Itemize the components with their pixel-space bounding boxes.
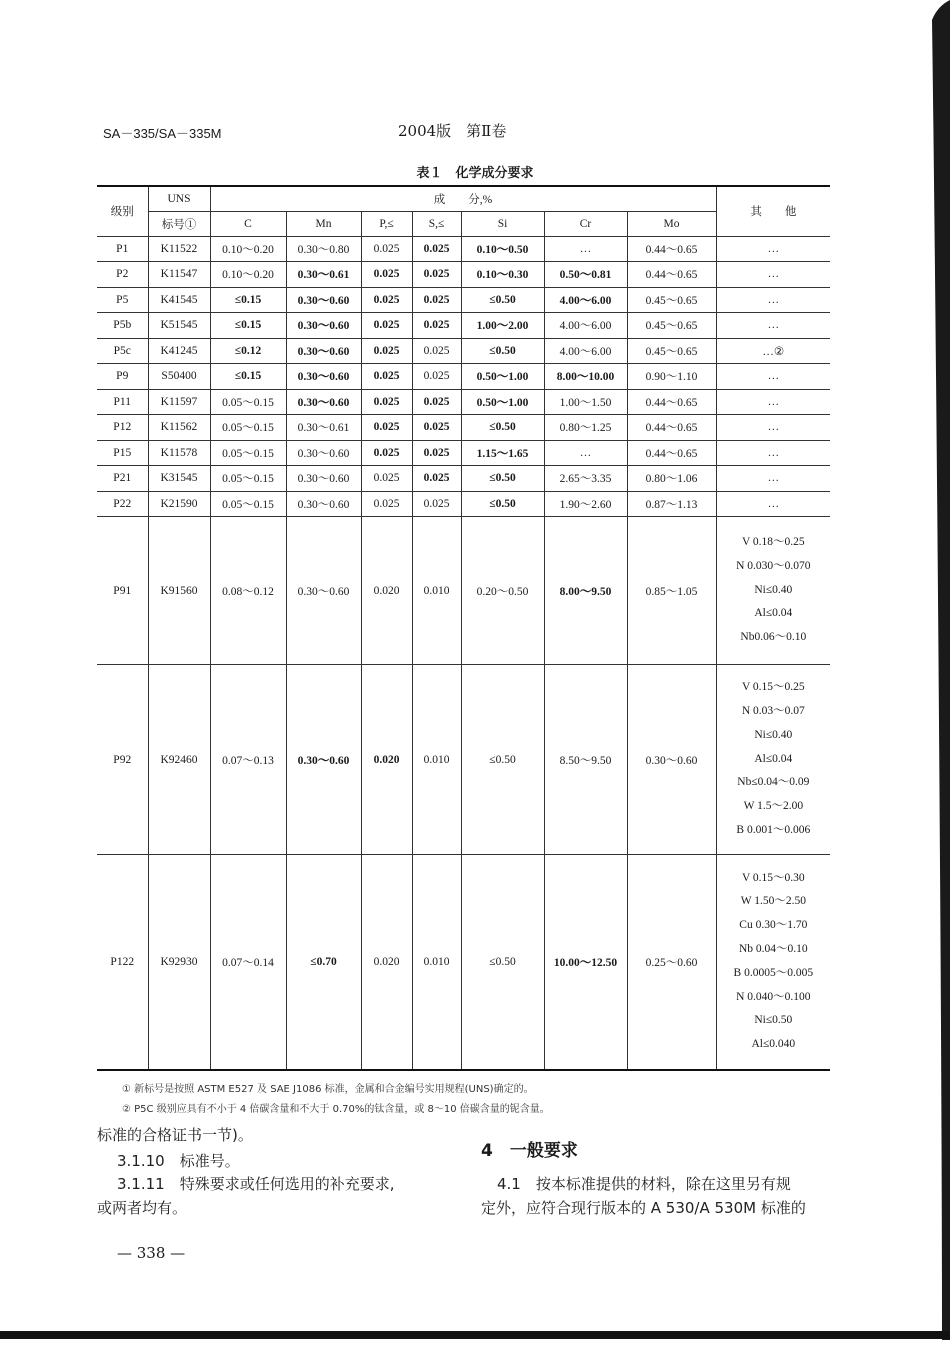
header-cr: Cr [544,211,627,236]
cell-uns: K11562 [148,415,210,441]
footnote-2: ② P5C 级别应具有不小于 4 倍碳含量和不大于 0.70%的钛含量，或 8～10 倍碳含量的铌含量。 [122,1104,550,1115]
binding-edge-shadow [930,0,950,1340]
cell-cr: 4.00～6.00 [544,338,627,364]
cell-uns: K91560 [148,517,210,665]
cell-s: 0.025 [412,287,461,313]
body-right-line-1: 4.1 按本标准提供的材料，除在这里另有规 [497,1175,791,1193]
table-row [97,313,830,339]
cell-other: … [716,236,830,262]
cell-cr: 1.90～2.60 [544,491,627,517]
cell-p: 0.025 [361,262,412,288]
cell-s: 0.025 [412,338,461,364]
other-element-line: W 1.5～2.00 [743,800,804,813]
section-heading: 4 一般要求 [481,1141,578,1161]
body-right-line-2: 定外，应符合现行版本的 A 530/A 530M 标准的 [481,1199,806,1217]
cell-other: … [716,364,830,390]
other-element-line: V 0.15～0.30 [741,871,805,884]
cell-other [716,665,830,855]
cell-uns: K11547 [148,262,210,288]
cell-grade: P12 [97,415,148,441]
cell-p: 0.020 [361,855,412,1070]
other-element-line: Ni≤0.50 [754,1014,793,1027]
cell-si: ≤0.50 [461,415,544,441]
cell-other: … [716,491,830,517]
cell-other: … [716,466,830,492]
other-element-line: Ni≤0.40 [754,728,793,741]
header-uns-line2: 标号① [148,211,210,236]
cell-cr: 8.00～10.00 [544,364,627,390]
table-title: 表１ 化学成分要求 [416,166,534,181]
cell-grade: P5c [97,338,148,364]
cell-mo: 0.80～1.06 [627,466,716,492]
cell-p: 0.025 [361,338,412,364]
other-element-line: Al≤0.04 [754,752,793,765]
cell-mo: 0.45～0.65 [627,338,716,364]
cell-mo: 0.87～1.13 [627,491,716,517]
cell-uns: S50400 [148,364,210,390]
cell-cr: 4.00～6.00 [544,313,627,339]
cell-c: 0.07～0.14 [210,855,286,1070]
cell-other: … [716,262,830,288]
bottom-scan-edge [0,1331,950,1339]
cell-mn: 0.30～0.60 [286,440,361,466]
cell-c: 0.10～0.20 [210,236,286,262]
table-row [97,491,830,517]
cell-p: 0.025 [361,364,412,390]
cell-cr: 0.80～1.25 [544,415,627,441]
cell-s: 0.025 [412,440,461,466]
header-s: S,≤ [412,211,461,236]
cell-c: 0.05～0.15 [210,389,286,415]
cell-other: …② [716,338,830,364]
cell-mo: 0.44～0.65 [627,236,716,262]
cell-mn: 0.30～0.60 [286,338,361,364]
cell-uns: K51545 [148,313,210,339]
cell-p: 0.025 [361,236,412,262]
table-row [97,517,830,665]
table-row [97,338,830,364]
cell-c: ≤0.15 [210,364,286,390]
cell-s: 0.010 [412,517,461,665]
cell-cr: 0.50～0.81 [544,262,627,288]
cell-mo: 0.45～0.65 [627,287,716,313]
cell-other: … [716,389,830,415]
cell-uns: K92460 [148,665,210,855]
header-other: 其 他 [716,186,830,236]
other-element-line: N 0.03～0.07 [741,705,805,717]
header-mn: Mn [286,211,361,236]
cell-p: 0.025 [361,389,412,415]
cell-grade: P15 [97,440,148,466]
chemical-requirements-table [97,185,830,1071]
cell-cr: … [544,440,627,466]
cell-other: … [716,415,830,441]
cell-si: ≤0.50 [461,287,544,313]
cell-other: … [716,287,830,313]
body-left-line-4: 或两者均有。 [97,1199,188,1217]
cell-s: 0.025 [412,313,461,339]
cell-mn: 0.30～0.60 [286,389,361,415]
cell-c: ≤0.12 [210,338,286,364]
cell-mn: 0.30～0.60 [286,364,361,390]
cell-grade: P11 [97,389,148,415]
cell-grade: P92 [97,665,148,855]
cell-uns: K31545 [148,466,210,492]
table-row [97,364,830,390]
table-row [97,389,830,415]
cell-si: 0.50～1.00 [461,389,544,415]
cell-grade: P9 [97,364,148,390]
cell-mo: 0.44～0.65 [627,415,716,441]
cell-uns: K11522 [148,236,210,262]
cell-cr: … [544,236,627,262]
cell-si: ≤0.50 [461,338,544,364]
cell-mn: 0.30～0.60 [286,287,361,313]
cell-cr: 2.65～3.35 [544,466,627,492]
other-element-line: B 0.0005～0.005 [733,966,814,979]
cell-si: 0.10～0.50 [461,236,544,262]
other-element-line: B 0.001～0.006 [736,823,811,836]
cell-si: 1.00～2.00 [461,313,544,339]
cell-si: 0.10～0.30 [461,262,544,288]
cell-p: 0.025 [361,491,412,517]
cell-mo: 0.45～0.65 [627,313,716,339]
cell-mn: 0.30～0.60 [286,665,361,855]
cell-c: 0.05～0.15 [210,440,286,466]
cell-p: 0.020 [361,665,412,855]
cell-mn: 0.30～0.60 [286,491,361,517]
body-left-line-1: 标准的合格证书一节)。 [97,1126,253,1144]
cell-mn: 0.30～0.80 [286,236,361,262]
cell-p: 0.025 [361,287,412,313]
cell-grade: P21 [97,466,148,492]
other-element-line: Al≤0.040 [751,1038,796,1051]
cell-mn: 0.30～0.61 [286,415,361,441]
cell-s: 0.025 [412,236,461,262]
cell-mn: 0.30～0.60 [286,517,361,665]
cell-s: 0.010 [412,665,461,855]
cell-c: 0.08～0.12 [210,517,286,665]
cell-grade: P1 [97,236,148,262]
cell-c: 0.05～0.15 [210,415,286,441]
cell-grade: P122 [97,855,148,1070]
cell-mo: 0.30～0.60 [627,665,716,855]
cell-s: 0.025 [412,262,461,288]
cell-s: 0.025 [412,491,461,517]
header-grade: 级别 [97,186,148,236]
cell-c: 0.10～0.20 [210,262,286,288]
cell-cr: 8.00～9.50 [544,517,627,665]
cell-p: 0.025 [361,415,412,441]
cell-si: ≤0.50 [461,665,544,855]
other-element-line: Ni≤0.40 [754,583,793,596]
cell-si: 0.20～0.50 [461,517,544,665]
table-row [97,440,830,466]
cell-si: ≤0.50 [461,491,544,517]
other-element-line: Nb≤0.04～0.09 [737,776,810,789]
cell-mo: 0.44～0.65 [627,262,716,288]
cell-grade: P22 [97,491,148,517]
cell-c: 0.05～0.15 [210,491,286,517]
cell-s: 0.025 [412,415,461,441]
cell-cr: 10.00～12.50 [544,855,627,1070]
cell-other [716,855,830,1070]
cell-mo: 0.44～0.65 [627,389,716,415]
cell-p: 0.025 [361,440,412,466]
other-element-line: N 0.030～0.070 [736,559,811,572]
cell-mo: 0.90～1.10 [627,364,716,390]
page-number: — 338 — [117,1244,186,1262]
header-si: Si [461,211,544,236]
cell-other: … [716,313,830,339]
footnote-1: ① 新标号是按照 ASTM E527 及 SAE J1086 标准，金属和合金编号实用规程(UNS)确定的。 [122,1084,534,1095]
other-element-line: Al≤0.04 [754,607,793,620]
header-c: C [210,211,286,236]
cell-s: 0.025 [412,466,461,492]
other-element-line: Nb0.06～0.10 [740,631,807,644]
cell-si: 1.15～1.65 [461,440,544,466]
cell-mo: 0.25～0.60 [627,855,716,1070]
table-row [97,287,830,313]
cell-cr: 8.50～9.50 [544,665,627,855]
header-mo: Mo [627,211,716,236]
cell-c: 0.07～0.13 [210,665,286,855]
table-row [97,665,830,855]
cell-si: ≤0.50 [461,466,544,492]
other-element-line: W 1.50～2.50 [740,895,806,908]
cell-uns: K11578 [148,440,210,466]
cell-si: 0.50～1.00 [461,364,544,390]
other-element-line: Nb 0.04～0.10 [738,942,808,955]
cell-s: 0.025 [412,364,461,390]
cell-s: 0.010 [412,855,461,1070]
cell-s: 0.025 [412,389,461,415]
other-element-line: V 0.15～0.25 [741,681,805,694]
body-left-line-2: 3.1.10 标准号。 [117,1152,240,1170]
table-row [97,262,830,288]
cell-mn: 0.30～0.60 [286,466,361,492]
cell-grade: P5 [97,287,148,313]
cell-grade: P2 [97,262,148,288]
cell-mo: 0.44～0.65 [627,440,716,466]
cell-mn: ≤0.70 [286,855,361,1070]
running-header-volume: 2004版 第Ⅱ卷 [398,122,507,140]
table-row [97,466,830,492]
cell-p: 0.025 [361,313,412,339]
header-composition: 成 分,% [210,186,716,211]
cell-uns: K41245 [148,338,210,364]
cell-p: 0.020 [361,517,412,665]
table-row [97,236,830,262]
cell-mn: 0.30～0.61 [286,262,361,288]
cell-cr: 4.00～6.00 [544,287,627,313]
table-row [97,415,830,441]
cell-mn: 0.30～0.60 [286,313,361,339]
cell-uns: K92930 [148,855,210,1070]
cell-cr: 1.00～1.50 [544,389,627,415]
cell-uns: K11597 [148,389,210,415]
cell-p: 0.025 [361,466,412,492]
cell-other [716,517,830,665]
cell-grade: P5b [97,313,148,339]
other-element-line: N 0.040～0.100 [736,990,811,1003]
cell-other: … [716,440,830,466]
cell-si: ≤0.50 [461,855,544,1070]
other-element-line: Cu 0.30～1.70 [739,919,808,932]
cell-uns: K21590 [148,491,210,517]
other-element-line: V 0.18～0.25 [741,536,805,548]
cell-c: 0.05～0.15 [210,466,286,492]
body-left-line-3: 3.1.11 特殊要求或任何选用的补充要求, [117,1175,395,1193]
header-uns-line1: UNS [148,186,210,211]
cell-mo: 0.85～1.05 [627,517,716,665]
cell-uns: K41545 [148,287,210,313]
running-header-spec: SA－335/SA－335M [103,126,222,141]
cell-c: ≤0.15 [210,287,286,313]
cell-grade: P91 [97,517,148,665]
cell-c: ≤0.15 [210,313,286,339]
table-row [97,855,830,1070]
header-p: P,≤ [361,211,412,236]
